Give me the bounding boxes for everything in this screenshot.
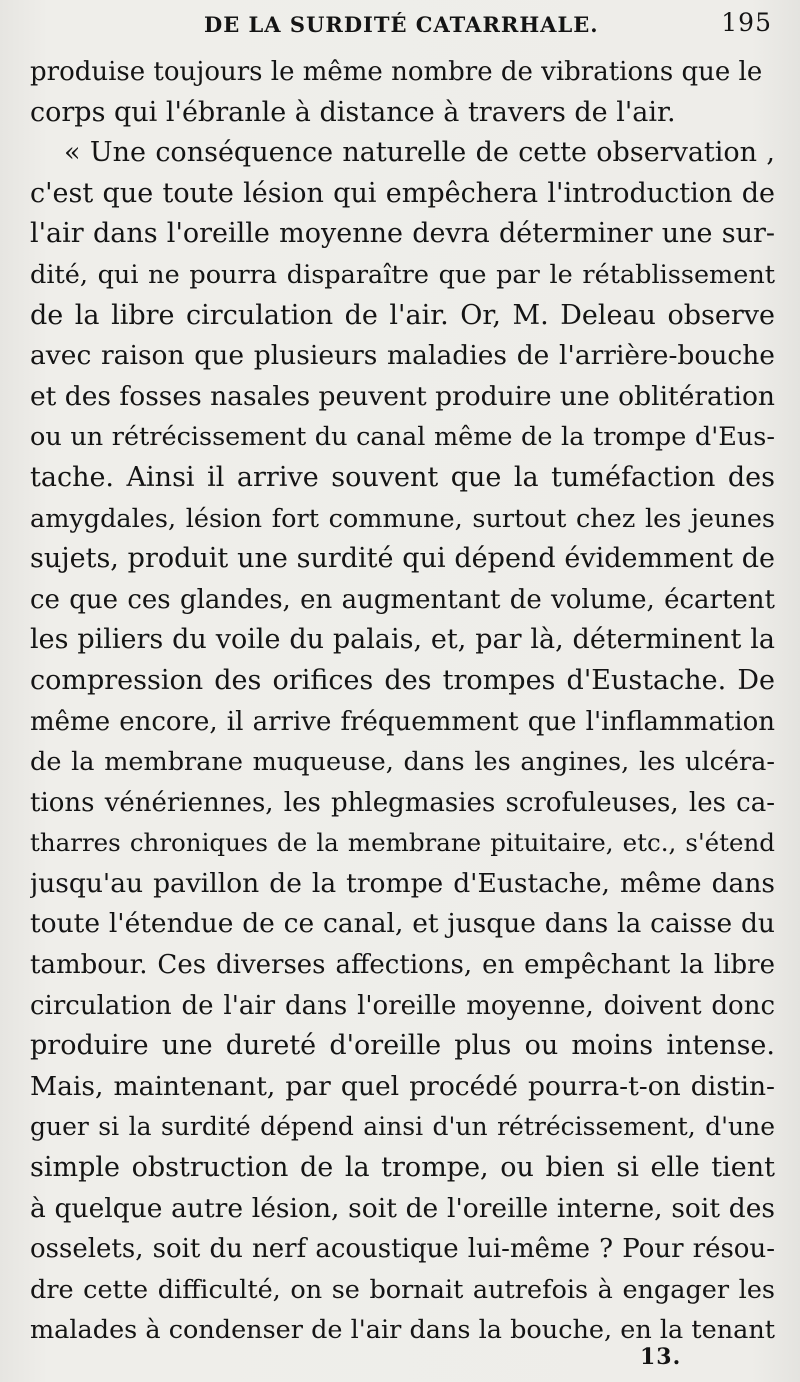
text-line: les piliers du voile du palais, et, par là, déterminent la — [30, 624, 775, 656]
text-line: même encore, il arrive fréquemment que l'inflammation — [30, 706, 775, 737]
text-line: l'air dans l'oreille moyenne devra déterminer une sur- — [30, 218, 775, 250]
text-line: compression des orifices des trompes d'Eustache. De — [30, 664, 775, 696]
signature-mark: 13. — [640, 1344, 682, 1370]
text-line: tharres chroniques de la membrane pituitaire, etc., s'étend — [30, 828, 775, 858]
text-line: tions vénériennes, les phlegmasies scrofuleuses, les ca- — [30, 787, 775, 818]
body-text — [30, 52, 775, 1351]
running-head: DE LA SURDITÉ CATARRHALE. — [204, 12, 599, 37]
page-header — [196, 8, 786, 48]
text-line: « Une conséquence naturelle de cette observation , — [64, 137, 775, 169]
text-line: et des fosses nasales peuvent produire une oblitération — [30, 380, 775, 412]
text-line: guer si la surdité dépend ainsi d'un rétrécissement, d'une — [30, 1112, 775, 1142]
text-line: dre cette difficulté, on se bornait autrefois à engager les — [30, 1274, 775, 1305]
text-line: amygdales, lésion fort commune, surtout chez les jeunes — [30, 503, 775, 534]
text-line: toute l'étendue de ce canal, et jusque dans la caisse du — [30, 908, 775, 940]
text-line: jusqu'au pavillon de la trompe d'Eustache, même dans — [30, 867, 775, 899]
text-line: produire une dureté d'oreille plus ou moins intense. — [30, 1030, 775, 1062]
text-line: circulation de l'air dans l'oreille moyenne, doivent donc — [30, 990, 775, 1021]
text-line: tache. Ainsi il arrive souvent que la tuméfaction des — [30, 461, 775, 493]
text-line: sujets, produit une surdité qui dépend évidemment de — [30, 543, 775, 575]
text-line: Mais, maintenant, par quel procédé pourra-t-on distin- — [30, 1070, 775, 1102]
text-line: simple obstruction de la trompe, ou bien si elle tient — [30, 1152, 775, 1184]
text-line: malades à condenser de l'air dans la bouche, en la tenant — [30, 1315, 775, 1346]
text-line: de la membrane muqueuse, dans les angines, les ulcéra- — [30, 747, 775, 778]
text-line: produise toujours le même nombre de vibrations que le — [30, 57, 763, 87]
text-line: tambour. Ces diverses affections, en empêchant la libre — [30, 950, 775, 981]
text-line: corps qui l'ébranle à distance à travers de l'air. — [30, 96, 676, 128]
text-line: osselets, soit du nerf acoustique lui-même ? Pour résou- — [30, 1234, 775, 1265]
text-line: dité, qui ne pourra disparaître que par le rétablissement — [30, 259, 775, 290]
text-line: c'est que toute lésion qui empêchera l'introduction de — [30, 177, 775, 209]
page-number: 195 — [721, 8, 772, 37]
text-line: avec raison que plusieurs maladies de l'arrière-bouche — [30, 340, 775, 372]
text-line: de la libre circulation de l'air. Or, M. Deleau observe — [30, 299, 775, 331]
text-line: ce que ces glandes, en augmentant de volume, écartent — [30, 584, 775, 615]
text-line: à quelque autre lésion, soit de l'oreille interne, soit des — [30, 1192, 775, 1224]
text-line: ou un rétrécissement du canal même de la trompe d'Eus- — [30, 422, 775, 453]
